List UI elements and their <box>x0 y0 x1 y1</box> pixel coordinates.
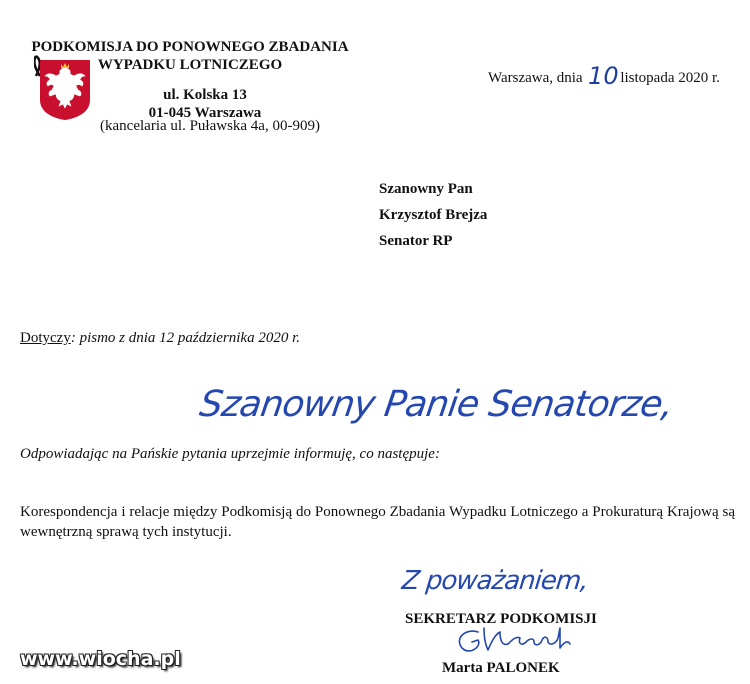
recipient-salutation: Szanowny Pan <box>379 181 473 197</box>
recipient-block <box>379 176 487 254</box>
mourning-ribbon-icon <box>34 56 40 76</box>
address-city: 01-045 Warszawa <box>148 105 262 121</box>
date-suffix: listopada 2020 r. <box>620 70 720 86</box>
site-watermark: www.wiocha.pl <box>20 648 181 670</box>
signatory-title: SEKRETARZ PODKOMISJI <box>405 611 597 627</box>
reference-text: : pismo z dnia 12 października 2020 r. <box>70 330 301 346</box>
reference-line <box>20 330 300 347</box>
recipient-name: Krzysztof Brejza <box>379 207 488 223</box>
handwritten-salutation: Szanowny Panie Senatorze, <box>197 384 676 425</box>
organization-name-line1: PODKOMISJA DO PONOWNEGO ZBADANIA <box>31 39 349 55</box>
date-day-handwritten: 10 <box>588 62 619 90</box>
organization-name-line2: WYPADKU LOTNICZEGO <box>97 57 283 73</box>
address-street: ul. Kolska 13 <box>163 87 247 103</box>
letter-date <box>488 60 720 88</box>
kancelaria-address: (kancelaria ul. Puławska 4a, 00-909) <box>100 118 320 134</box>
reference-label: Dotyczy <box>20 330 71 346</box>
letter-body: Korespondencja i relacje między Podkomisją do Ponownego Zbadania Wypadku Lotniczego a Prokuraturą Krajową są wewnętrzną sprawą tych instytucji. <box>20 504 735 540</box>
polish-eagle-emblem-icon <box>34 54 94 120</box>
signatory-name: Marta PALONEK <box>442 660 560 676</box>
letter-intro: Odpowiadając na Pańskie pytania uprzejmie informuję, co następuje: <box>20 446 440 462</box>
handwritten-signature <box>448 620 598 660</box>
recipient-title: Senator RP <box>379 233 453 249</box>
date-prefix: Warszawa, dnia <box>488 70 583 86</box>
handwritten-regards: Z poważaniem, <box>400 566 590 596</box>
